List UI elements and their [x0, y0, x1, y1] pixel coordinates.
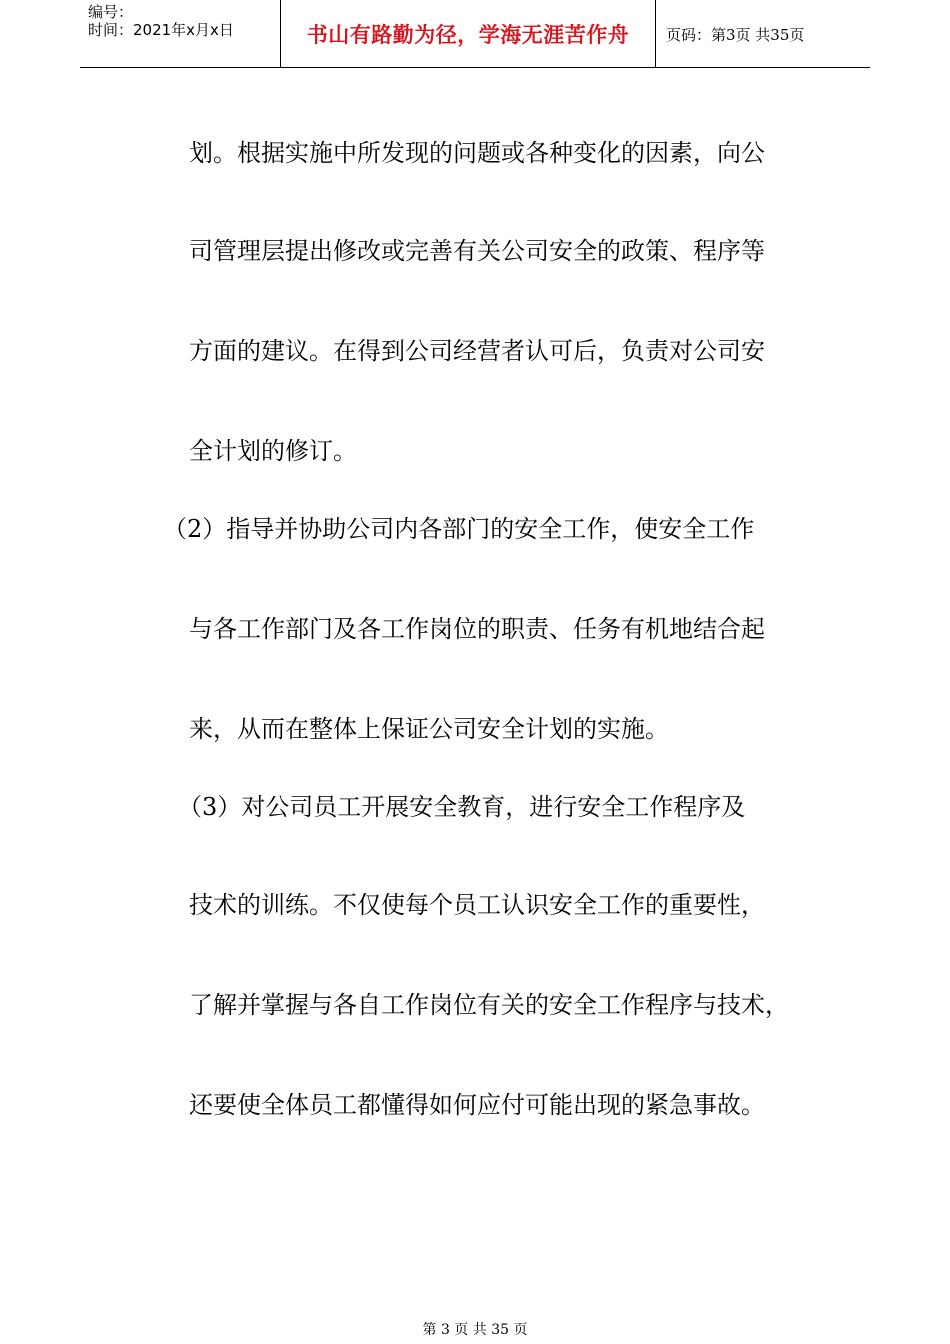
text-line: 了解并掌握与各自工作岗位有关的安全工作程序与技术，: [189, 991, 789, 1019]
text-line: 技术的训练。不仅使每个员工认识安全工作的重要性，: [189, 891, 765, 919]
text-line: （2）指导并协助公司内各部门的安全工作，使安全工作: [163, 515, 755, 543]
text-line: 还要使全体员工都懂得如何应付可能出现的紧急事故。: [189, 1091, 765, 1119]
text-line: （3）对公司员工开展安全教育，进行安全工作程序及: [178, 793, 746, 821]
text-line: 全计划的修订。: [189, 437, 357, 465]
text-line: 与各工作部门及各工作岗位的职责、任务有机地结合起: [189, 615, 765, 643]
text-line: 划。根据实施中所发现的问题或各种变化的因素，向公: [189, 139, 765, 167]
text-line: 来，从而在整体上保证公司安全计划的实施。: [189, 715, 669, 743]
document-number-label: 编号：: [88, 3, 134, 21]
text-line: 方面的建议。在得到公司经营者认可后，负责对公司安: [189, 337, 765, 365]
text-line: 司管理层提出修改或完善有关公司安全的政策、程序等: [189, 237, 765, 265]
page-footer: 第 3 页 共 35 页: [422, 1322, 528, 1338]
header-page-info: 页码：第3页 共35页: [666, 25, 805, 44]
document-time-label: 时间：2021年x月x日: [88, 21, 234, 39]
header-motto: 书山有路勤为径，学海无涯苦作舟: [281, 0, 656, 68]
